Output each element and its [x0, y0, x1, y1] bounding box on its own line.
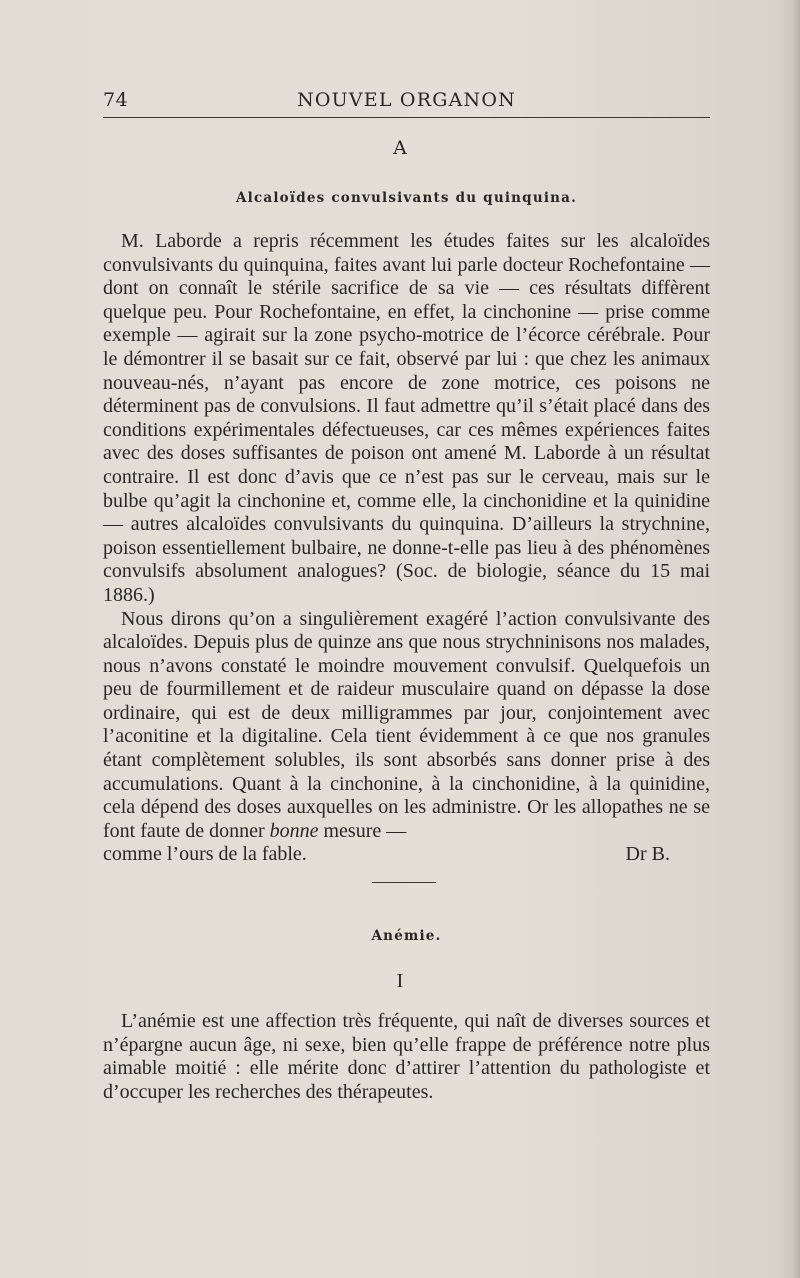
signature-line: [103, 843, 710, 867]
roman-numeral: I: [396, 970, 404, 992]
emphasis: bonne: [269, 819, 319, 842]
paragraph: [103, 608, 710, 844]
page-header: [103, 89, 710, 113]
paragraph: M. Laborde a repris récemment les études faites sur les alcaloïdes convulsivants du quinquina, faites avant lui parle docteur Rochefontaine — dont on connaît le stérile sacrifice de sa vie — ces résultats diffèrent quelque peu. Pour Rochefontaine, en effet, la cinchonine — prise comme exemple — agirait sur la zone psycho-motrice de l’écorce cérébrale. Pour le démontrer il se basait sur ce fait, observé par lui : que chez les animaux nouveau-nés, n’ayant pas encore de zone motrice, ces poisons ne déterminent pas de convulsions. Il faut admettre qu’il s’était placé dans des conditions expérimentales défectueuses, car ces mêmes expériences faites avec des doses suffisantes de poison ont amené M. Laborde à un résultat contraire. Il est donc d’avis que ce n’est pas sur le cerveau, mais sur le bulbe qu’agit la cinchonine et, comme elle, la cinchonidine et la quinidine — autres alcaloïdes convulsivants du quinquina. D’ailleurs la strychnine, poison essentiellement bulbaire, ne donne-t-elle pas lieu à des phénomènes convulsifs absolument analogues? (Soc. de biologie, séance du 15 mai 1886.): [103, 230, 710, 606]
closing-line: comme l’ours de la fable.: [103, 843, 307, 866]
running-head: NOUVEL ORGANON: [297, 89, 516, 111]
page-edge: [792, 0, 800, 1278]
signature: Dr B.: [625, 843, 670, 866]
header-rule: [103, 117, 710, 118]
section-title-anemie: Anémie.: [371, 928, 442, 944]
section-title-alcaloides: Alcaloïdes convulsivants du quinquina.: [235, 190, 578, 206]
paragraph-text: mesure —: [323, 819, 407, 842]
section-letter: A: [393, 137, 407, 159]
paragraph-text: Nous dirons qu’on a singulièrement exagéré l’action convulsivante des alcaloïdes. Depuis plus de quinze ans que nous strychninisons nos malades, nous n’avons constaté le moindre mouvement convulsif. Quelquefois un peu de fourmillement et de raideur musculaire quand on dépasse la dose ordinaire, qui est de deux milligrammes par jour, conjointement avec l’aconitine et la digitaline. Cela tient évidemment à ce que nos granules étant complètement solubles, ils sont absorbés sans donner prise à des accumulations. Quant à la cinchonine, à la cinchonidine, à la quinidine, cela dépend des doses auxquelles on les administre. Or les allopathes ne se font faute de donner: [103, 607, 710, 842]
page-number: 74: [103, 89, 129, 111]
section-body-anemie: [103, 1010, 710, 1104]
section-body-alcaloides: [103, 230, 710, 867]
section-separator: [372, 882, 436, 883]
paragraph: L’anémie est une affection très fréquente, qui naît de diverses sources et n’épargne aucun âge, ni sexe, bien qu’elle frappe de préférence notre plus aimable moitié : elle mérite donc d’attirer l’attention du pathologiste et d’occuper les recherches des thérapeutes.: [103, 1010, 710, 1103]
